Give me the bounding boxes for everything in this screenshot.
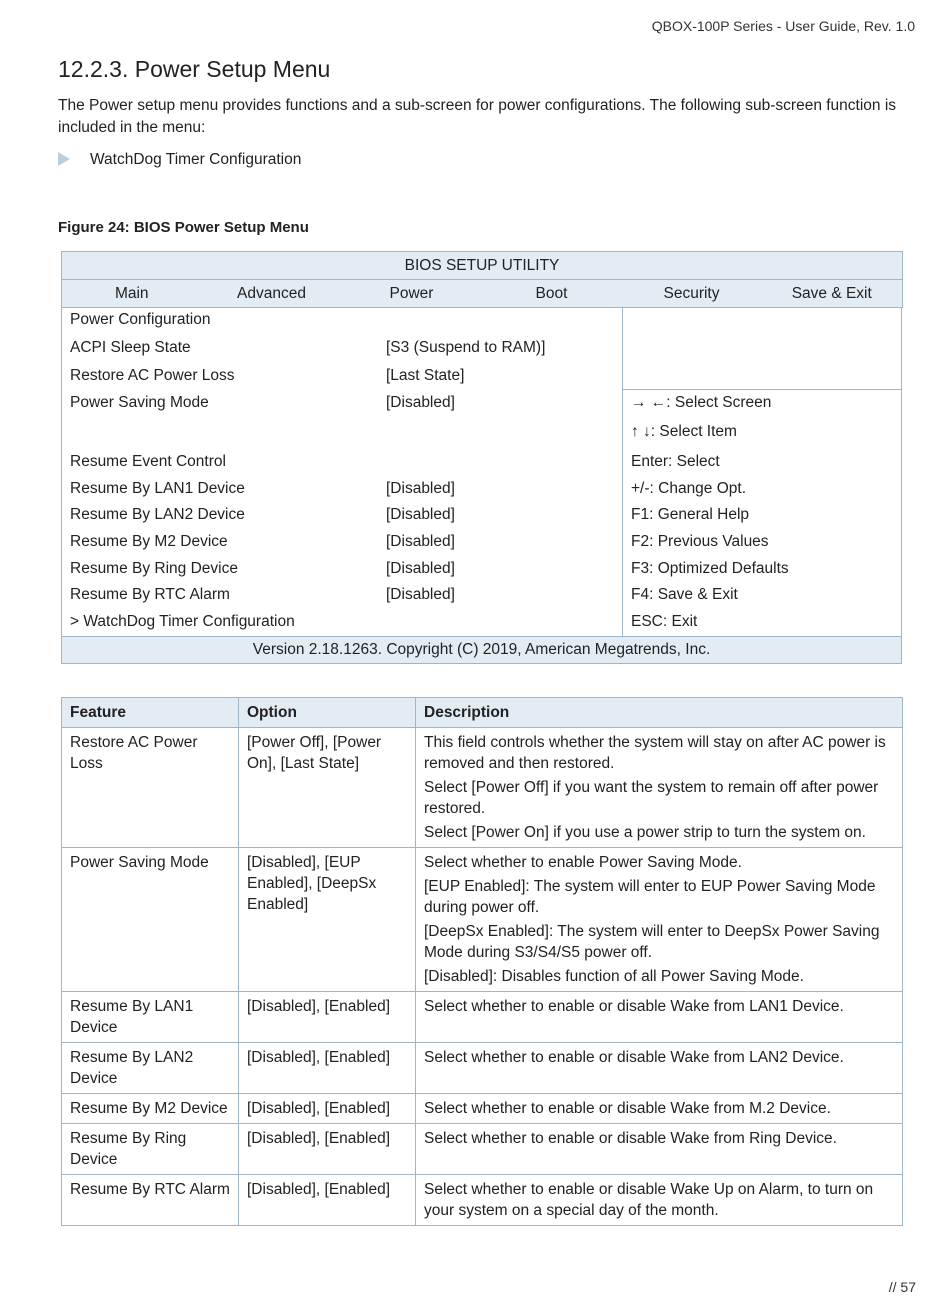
- tab-power[interactable]: Power: [342, 280, 482, 308]
- feature-cell: Power Saving Mode: [62, 848, 239, 992]
- help-esc: ESC: Exit: [631, 613, 698, 630]
- bios-setting-row[interactable]: [70, 367, 615, 385]
- setting-value[interactable]: [Last State]: [386, 367, 465, 384]
- feature-cell: Resume By RTC Alarm: [62, 1175, 239, 1226]
- bios-tab-bar: [62, 280, 903, 308]
- bios-submenu-row[interactable]: [70, 613, 615, 631]
- feature-cell: Resume By Ring Device: [62, 1124, 239, 1175]
- help-enter: Enter: Select: [631, 453, 720, 470]
- description-line: [DeepSx Enabled]: The system will enter to DeepSx Power Saving Mode during S3/S4/S5 power off.: [424, 923, 880, 961]
- help-change-opt: +/-: Change Opt.: [631, 480, 747, 497]
- description-cell: [416, 992, 903, 1043]
- setting-label: Resume By Ring Device: [70, 560, 238, 577]
- setting-label: Resume By RTC Alarm: [70, 586, 230, 603]
- help-select-item: ↑ ↓: Select Item: [631, 423, 737, 440]
- bios-title: BIOS SETUP UTILITY: [62, 252, 903, 280]
- description-line: Select whether to enable or disable Wake from LAN1 Device.: [424, 998, 844, 1015]
- description-line: Select whether to enable or disable Wake from M.2 Device.: [424, 1100, 831, 1117]
- help-select-screen: → ←: Select Screen: [631, 394, 772, 411]
- setting-label: Resume By LAN2 Device: [70, 506, 245, 523]
- description-cell: [416, 1094, 903, 1124]
- option-cell: [Disabled], [Enabled]: [239, 1175, 416, 1226]
- setting-label: ACPI Sleep State: [70, 339, 191, 356]
- description-cell: [416, 848, 903, 992]
- table-row: [62, 992, 903, 1043]
- figure-caption: Figure 24: BIOS Power Setup Menu: [58, 219, 309, 236]
- description-cell: [416, 1175, 903, 1226]
- setting-value[interactable]: [Disabled]: [386, 394, 455, 411]
- col-header-description: Description: [416, 698, 903, 728]
- description-line: Select whether to enable or disable Wake Up on Alarm, to turn on your system on a special day of the month.: [424, 1181, 874, 1219]
- bios-divider: [622, 307, 623, 637]
- table-row: [62, 1094, 903, 1124]
- table-row: [62, 1175, 903, 1226]
- setting-value[interactable]: [Disabled]: [386, 586, 455, 603]
- bios-setting-row[interactable]: [70, 586, 615, 604]
- description-line: [EUP Enabled]: The system will enter to EUP Power Saving Mode during power off.: [424, 878, 876, 916]
- tab-save-exit[interactable]: Save & Exit: [762, 280, 903, 308]
- description-cell: [416, 728, 903, 848]
- feature-table-header: [62, 698, 903, 728]
- setting-label: Power Configuration: [70, 311, 211, 328]
- col-header-option: Option: [239, 698, 416, 728]
- setting-value[interactable]: [Disabled]: [386, 480, 455, 497]
- description-line: [Disabled]: Disables function of all Power Saving Mode.: [424, 968, 804, 985]
- feature-cell: Restore AC Power Loss: [62, 728, 239, 848]
- section-title: 12.2.3. Power Setup Menu: [58, 56, 331, 82]
- option-cell: [Disabled], [Enabled]: [239, 992, 416, 1043]
- triangle-bullet-icon: [58, 152, 70, 166]
- setting-label: Resume Event Control: [70, 453, 226, 470]
- option-cell: [Disabled], [Enabled]: [239, 1094, 416, 1124]
- page-number: // 57: [888, 1279, 916, 1295]
- description-line: Select whether to enable or disable Wake from Ring Device.: [424, 1130, 837, 1147]
- option-cell: [Disabled], [Enabled]: [239, 1043, 416, 1094]
- bios-setting-row[interactable]: [70, 394, 615, 412]
- help-f1: F1: General Help: [631, 506, 750, 523]
- bios-help-separator: [623, 389, 902, 390]
- setting-label: Resume By M2 Device: [70, 533, 228, 550]
- help-f4: F4: Save & Exit: [631, 586, 738, 603]
- setting-label: Restore AC Power Loss: [70, 367, 235, 384]
- tab-security[interactable]: Security: [622, 280, 762, 308]
- description-line: Select whether to enable Power Saving Mode.: [424, 854, 742, 871]
- col-header-feature: Feature: [62, 698, 239, 728]
- setting-value[interactable]: [Disabled]: [386, 533, 455, 550]
- table-row: [62, 848, 903, 992]
- tab-advanced[interactable]: Advanced: [202, 280, 342, 308]
- help-f2: F2: Previous Values: [631, 533, 769, 550]
- document-header: QBOX-100P Series - User Guide, Rev. 1.0: [651, 18, 915, 34]
- setting-value[interactable]: [Disabled]: [386, 560, 455, 577]
- intro-paragraph: The Power setup menu provides functions and a sub-screen for power configurations. The following sub-screen function is included in the menu:: [58, 97, 897, 136]
- description-line: Select [Power Off] if you want the system to remain off after power restored.: [424, 779, 879, 817]
- option-cell: [Disabled], [Enabled]: [239, 1124, 416, 1175]
- description-cell: [416, 1043, 903, 1094]
- bullet-text: WatchDog Timer Configuration: [90, 151, 302, 168]
- table-row: [62, 1124, 903, 1175]
- setting-label: Power Saving Mode: [70, 394, 209, 411]
- feature-cell: Resume By LAN2 Device: [62, 1043, 239, 1094]
- feature-cell: Resume By M2 Device: [62, 1094, 239, 1124]
- bios-setup-table: [61, 251, 903, 308]
- description-line: Select [Power On] if you use a power strip to turn the system on.: [424, 824, 866, 841]
- description-line: Select whether to enable or disable Wake from LAN2 Device.: [424, 1049, 844, 1066]
- submenu-label[interactable]: > WatchDog Timer Configuration: [70, 613, 295, 630]
- description-line: This field controls whether the system will stay on after AC power is removed and then restored.: [424, 734, 886, 772]
- description-cell: [416, 1124, 903, 1175]
- feature-table: [61, 697, 903, 1226]
- bios-setting-row: [70, 311, 615, 329]
- bios-setting-row[interactable]: [70, 533, 615, 551]
- setting-value[interactable]: [Disabled]: [386, 506, 455, 523]
- feature-cell: Resume By LAN1 Device: [62, 992, 239, 1043]
- bullet-list-item: [58, 149, 301, 171]
- setting-value[interactable]: [S3 (Suspend to RAM)]: [386, 339, 546, 356]
- table-row: [62, 728, 903, 848]
- tab-main[interactable]: Main: [62, 280, 202, 308]
- bios-setting-row[interactable]: [70, 339, 615, 357]
- option-cell: [Disabled], [EUP Enabled], [DeepSx Enabled]: [239, 848, 416, 992]
- bios-footer: Version 2.18.1263. Copyright (C) 2019, American Megatrends, Inc.: [61, 636, 902, 664]
- help-f3: F3: Optimized Defaults: [631, 560, 789, 577]
- bios-setting-row: [70, 453, 615, 471]
- option-cell: [Power Off], [Power On], [Last State]: [239, 728, 416, 848]
- bios-setting-row[interactable]: [70, 560, 615, 578]
- bios-body: [61, 307, 902, 637]
- bios-setting-row[interactable]: [70, 480, 615, 498]
- setting-label: Resume By LAN1 Device: [70, 480, 245, 497]
- tab-boot[interactable]: Boot: [482, 280, 622, 308]
- table-row: [62, 1043, 903, 1094]
- bios-setting-row[interactable]: [70, 506, 615, 524]
